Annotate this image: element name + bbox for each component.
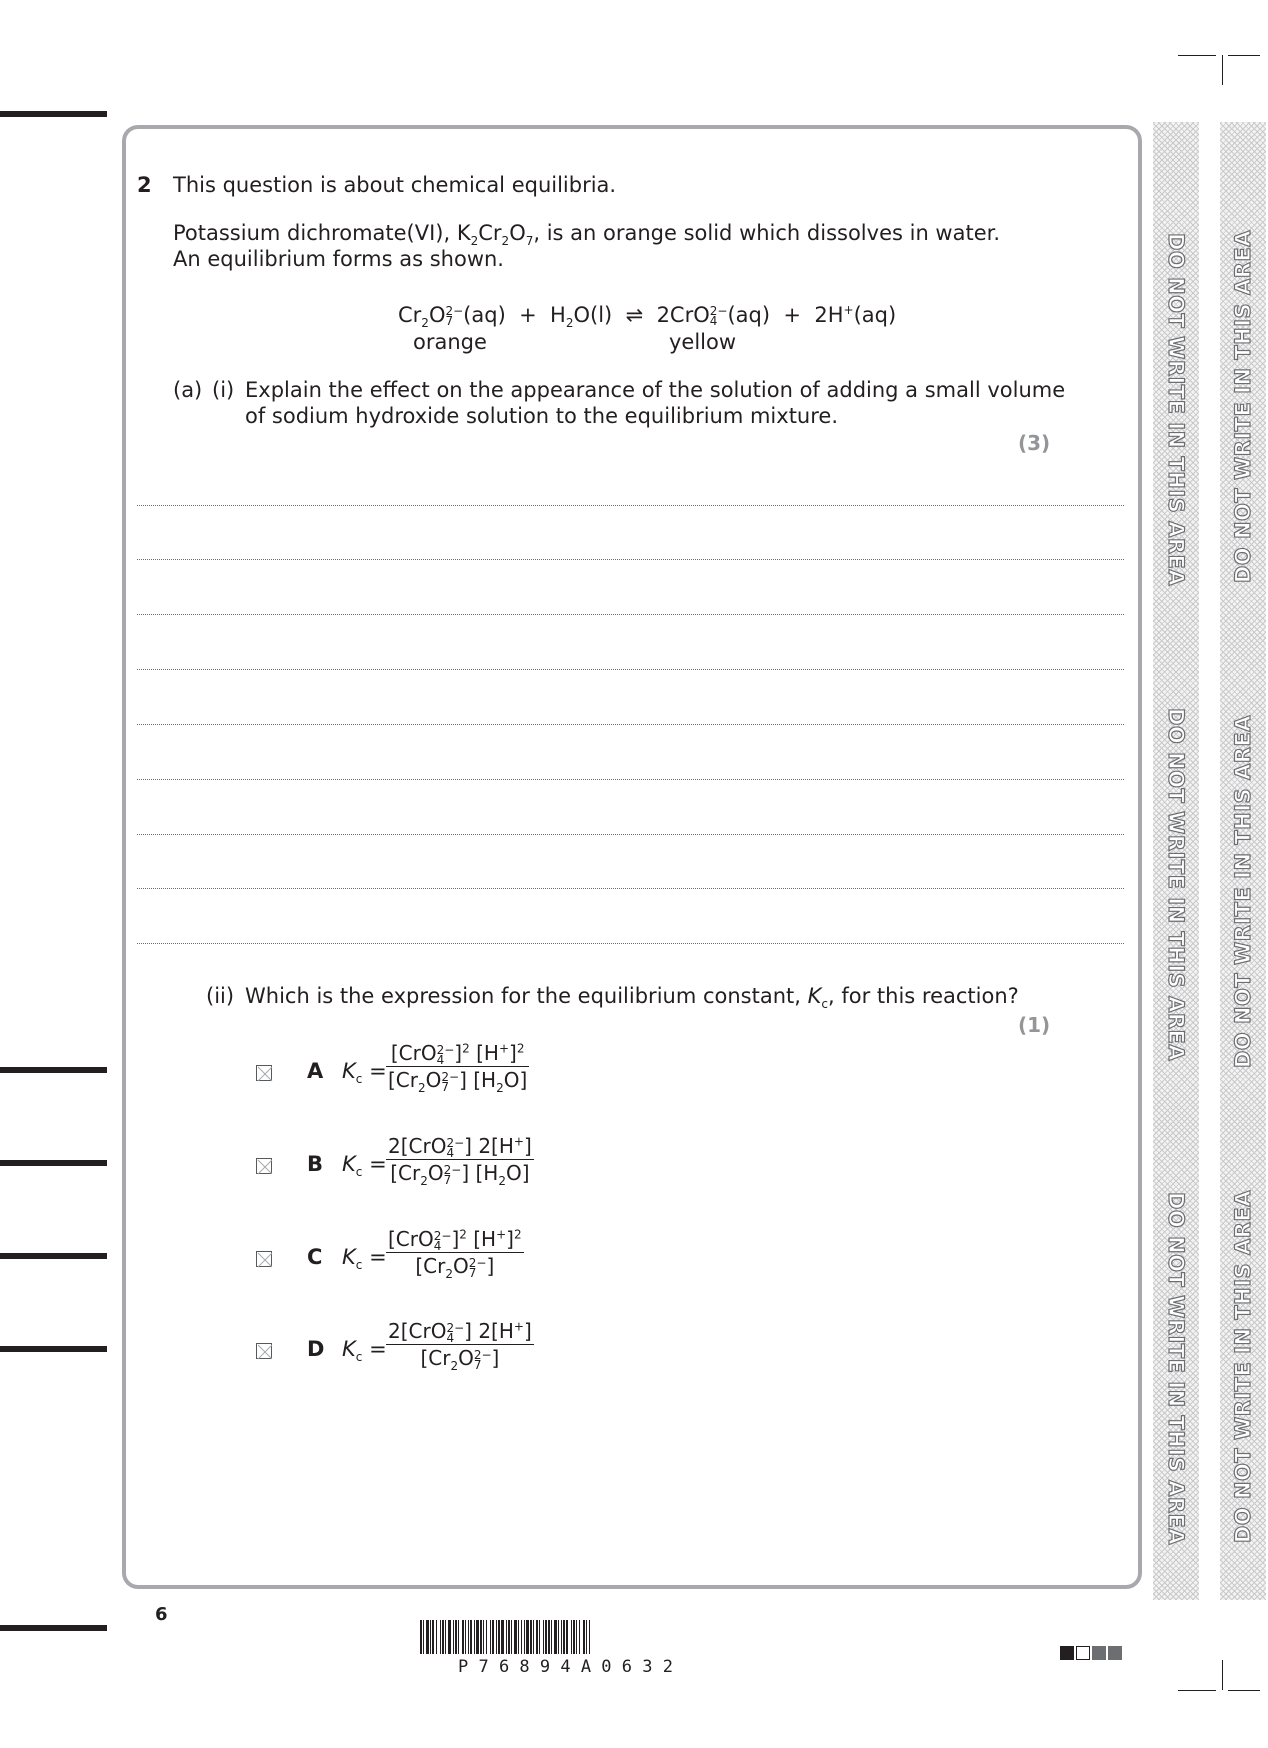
part-i-label: (i): [212, 378, 235, 402]
part-a-i-line-2: of sodium hydroxide solution to the equilibrium mixture.: [245, 404, 839, 428]
page-indicator-block: [1076, 1646, 1090, 1660]
option-c-checkbox[interactable]: [256, 1251, 272, 1267]
part-ii-label: (ii): [206, 984, 235, 1008]
context-text-a: Potassium dichromate(VI), K: [173, 221, 471, 245]
margin-warning: DO NOT WRITE IN THIS AREA: [1231, 1190, 1255, 1544]
part-a-ii-question: Which is the expression for the equilibrium constant, $K_c$, for this reaction?: [245, 984, 1019, 1012]
option-a-kc: $K_c$ =: [342, 1059, 387, 1087]
barcode-text: P 7 6 8 9 4 A 0 6 3 2: [458, 1657, 673, 1677]
page-number: 6: [155, 1604, 168, 1625]
equilibrium-arrow: ⇌: [625, 303, 644, 327]
margin-mark: [0, 111, 107, 117]
option-d-letter: D: [307, 1337, 325, 1361]
page-indicator: [1060, 1646, 1122, 1660]
margin-mark: [0, 1067, 107, 1073]
margin-warning: DO NOT WRITE IN THIS AREA: [1231, 230, 1255, 584]
context-line-2: An equilibrium forms as shown.: [173, 247, 504, 271]
margin-warning: DO NOT WRITE IN THIS AREA: [1164, 233, 1188, 587]
page-indicator-block: [1060, 1646, 1074, 1660]
marks-a-ii: (1): [1018, 1013, 1051, 1037]
question-frame: [122, 125, 1142, 1589]
page-indicator-block: [1108, 1646, 1122, 1660]
crop-mark: [1228, 55, 1260, 56]
crop-mark: [1228, 1690, 1260, 1691]
option-a-letter: A: [307, 1059, 324, 1083]
question-intro: This question is about chemical equilibria.: [173, 173, 617, 197]
margin-warning: DO NOT WRITE IN THIS AREA: [1164, 708, 1188, 1062]
answer-line[interactable]: [137, 669, 1124, 670]
crop-mark: [1178, 55, 1216, 56]
answer-line[interactable]: [137, 724, 1124, 725]
answer-line[interactable]: [137, 559, 1124, 560]
part-a-ii-text-a: Which is the expression for the equilibrium constant,: [245, 984, 808, 1008]
option-b-checkbox[interactable]: [256, 1158, 272, 1174]
margin-warning: DO NOT WRITE IN THIS AREA: [1164, 1192, 1188, 1546]
option-c-letter: C: [307, 1245, 323, 1269]
option-b-letter: B: [307, 1152, 324, 1176]
answer-line[interactable]: [137, 888, 1124, 889]
option-c-kc: $K_c$ =: [342, 1245, 387, 1273]
answer-line[interactable]: [137, 834, 1124, 835]
answer-line[interactable]: [137, 614, 1124, 615]
crop-mark: [1222, 1660, 1223, 1690]
option-d-fraction: 2[CrO 2− 4 ] 2[H+] [$Cr_2O$ 2− 7 ]: [388, 1319, 532, 1373]
crop-mark: [1222, 55, 1223, 85]
color-label-orange: orange: [413, 330, 487, 354]
question-number: 2: [137, 173, 152, 197]
option-a-checkbox[interactable]: [256, 1065, 272, 1081]
part-a-ii-text-b: , for this reaction?: [828, 984, 1019, 1008]
context-line-1: Potassium dichromate(VI), $K_2Cr_2O_7$, is an orange solid which dissolves in water.: [173, 221, 1001, 249]
option-d-kc: $K_c$ =: [342, 1337, 387, 1365]
part-a-i-line-1: Explain the effect on the appearance of the solution of adding a small volume: [245, 378, 1066, 402]
option-c-fraction: [CrO 2− 4 ]$^2$ $[H^+]^2$ [$Cr_2O$ 2− 7 ]: [388, 1227, 522, 1281]
crop-mark: [1178, 1690, 1216, 1691]
margin-mark: [0, 1346, 107, 1352]
option-a-fraction: [CrO 2− 4 ]$^2$ $[H^+]^2$ [$Cr_2O$ 2− 7 ] $[H_2O]$: [388, 1041, 528, 1095]
answer-line[interactable]: [137, 505, 1124, 506]
option-b-fraction: 2[CrO 2− 4 ] 2[H+] [$Cr_2O$ 2− 7 ] $[H_2O]$: [388, 1134, 532, 1188]
answer-line[interactable]: [137, 943, 1124, 944]
margin-mark: [0, 1625, 107, 1631]
option-d-checkbox[interactable]: [256, 1343, 272, 1359]
context-text-b: , is an orange solid which dissolves in water.: [533, 221, 1001, 245]
color-label-yellow: yellow: [669, 330, 737, 354]
margin-mark: [0, 1160, 107, 1166]
marks-a-i: (3): [1018, 431, 1051, 455]
part-a-label: (a): [173, 378, 203, 402]
margin-mark: [0, 1253, 107, 1259]
option-b-kc: $K_c$ =: [342, 1152, 387, 1180]
answer-line[interactable]: [137, 779, 1124, 780]
barcode-bar: [590, 1620, 591, 1654]
margin-warning: DO NOT WRITE IN THIS AREA: [1231, 715, 1255, 1069]
equilibrium-equation: $Cr_2O$ 2− 7 $(aq) + H_2O(l)$ ⇌ 2CrO 2− 4 (aq) + 2H+(aq): [398, 303, 897, 331]
barcode: [420, 1620, 591, 1654]
page-indicator-block: [1092, 1646, 1106, 1660]
